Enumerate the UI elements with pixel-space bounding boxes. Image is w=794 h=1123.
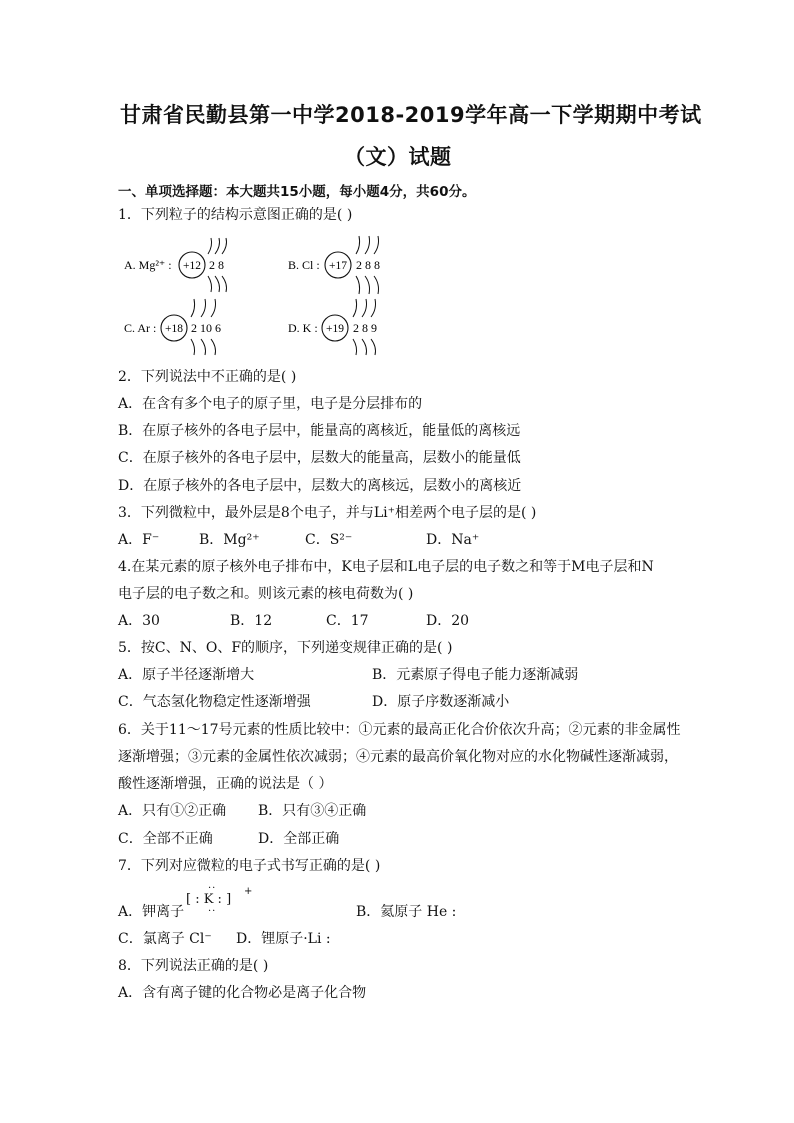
- q5-stem: 5．按C、N、O、F的顺序，下列递变规律正确的是( ): [118, 640, 453, 656]
- q4-option-d: D．20: [426, 613, 470, 629]
- diagram-c-arcs-bottom: [191, 339, 216, 355]
- diagram-b-arcs-top: [356, 236, 379, 254]
- section-heading: 一、单项选择题：本大题共15小题，每小题4分，共60分。: [118, 184, 476, 200]
- diagram-d-label: D. K :: [288, 321, 318, 335]
- q1-diagrams: [110, 232, 430, 357]
- q7-option-b: B．氦原子 He :: [356, 904, 457, 920]
- q4-option-c: C．17: [326, 613, 369, 629]
- diagram-b-arcs-bottom: [356, 276, 379, 294]
- q2-option-b: B．在原子核外的各电子层中，能量高的离核近，能量低的离核远: [118, 423, 521, 439]
- positive-charge: +: [244, 886, 253, 897]
- q6-option-d: D．全部正确: [258, 831, 340, 847]
- q3-option-c: C．S²⁻: [305, 532, 353, 548]
- diagram-a-shells: 2 8: [209, 258, 224, 272]
- diagram-d-nucleus: +19: [326, 323, 344, 335]
- q1-stem: 1．下列粒子的结构示意图正确的是( ): [118, 207, 353, 223]
- diagram-c-nucleus: +18: [165, 323, 183, 335]
- q5-option-b: B．元素原子得电子能力逐渐减弱: [372, 667, 579, 683]
- q6-stem-line-1: 6．关于11～17号元素的性质比较中：①元素的最高正化合价依次升高；②元素的非金属性: [118, 722, 681, 738]
- diagram-d-arcs-bottom: [353, 339, 376, 355]
- diagram-c: [124, 299, 221, 355]
- q6-option-b: B．只有③④正确: [258, 803, 367, 819]
- diagram-b-shells: 2 8 8: [356, 258, 380, 272]
- q8-stem: 8．下列说法正确的是( ): [118, 958, 269, 974]
- diagram-a: [124, 238, 227, 292]
- q4-option-a: A．30: [118, 613, 160, 629]
- q7-option-a-formula: [186, 884, 261, 920]
- diagram-a-arcs-bottom: [208, 276, 227, 292]
- q6-stem-line-3: 酸性逐渐增强，正确的说法是（ ）: [118, 776, 333, 792]
- q4-option-b: B．12: [230, 613, 273, 629]
- q6-option-a: A．只有①②正确: [118, 803, 227, 819]
- diagram-a-arcs-top: [208, 238, 227, 254]
- title-line-2: （文）试题: [344, 145, 452, 169]
- q6-option-c: C．全部不正确: [118, 831, 213, 847]
- q3-option-d: D．Na⁺: [426, 532, 480, 548]
- diagram-d: [288, 299, 377, 355]
- q2-stem: 2．下列说法中不正确的是( ): [118, 369, 297, 385]
- q5-option-a: A．原子半径逐渐增大: [118, 667, 255, 683]
- diagram-c-shells: 2 10 6: [191, 321, 221, 335]
- q6-stem-line-2: 逐渐增强；③元素的金属性依次减弱；④元素的最高价氧化物对应的水化物碱性逐渐减弱，: [118, 749, 678, 765]
- q8-option-a: A．含有离子键的化合物必是离子化合物: [118, 985, 367, 1001]
- q2-option-d: D．在原子核外的各电子层中，层数大的离核远，层数小的离核近: [118, 478, 522, 494]
- diagram-c-label: C. Ar :: [124, 321, 157, 335]
- diagram-b-nucleus: +17: [329, 260, 347, 272]
- q4-stem-line-2: 电子层的电子数之和。则该元素的核电荷数为( ): [118, 586, 414, 602]
- diagram-d-shells: 2 8 9: [353, 321, 377, 335]
- q2-option-a: A．在含有多个电子的原子里，电子是分层排布的: [118, 396, 423, 412]
- q3-option-a: A．F⁻: [118, 532, 160, 548]
- q3-option-b: B．Mg²⁺: [199, 532, 260, 548]
- diagram-d-arcs-top: [353, 299, 376, 317]
- title-line-1: 甘肃省民勤县第一中学2018-2019学年高一下学期期中考试: [120, 103, 702, 127]
- electron-dots-bottom: ··: [208, 906, 217, 917]
- electron-dots-top: ··: [208, 883, 217, 894]
- q7-stem: 7．下列对应微粒的电子式书写正确的是( ): [118, 858, 381, 874]
- q7-option-c: C．氯离子 Cl⁻: [118, 931, 212, 947]
- diagram-a-label: A. Mg²⁺ :: [124, 258, 172, 272]
- diagram-a-nucleus: +12: [183, 260, 201, 272]
- diagram-b: [288, 236, 380, 294]
- diagram-b-label: B. Cl :: [288, 258, 320, 272]
- q2-option-c: C．在原子核外的各电子层中，层数大的能量高，层数小的能量低: [118, 450, 521, 466]
- q5-option-c: C．气态氢化物稳定性逐渐增强: [118, 694, 311, 710]
- q4-stem-line-1: 4.在某元素的原子核外电子排布中，K电子层和L电子层的电子数之和等于M电子层和N: [118, 559, 654, 575]
- diagram-c-arcs-top: [191, 299, 216, 317]
- q5-option-d: D．原子序数逐渐减小: [372, 694, 510, 710]
- potassium-electron-formula: [ : K : ]: [186, 892, 232, 907]
- q7-option-a-label: A．钾离子: [118, 904, 185, 920]
- q7-option-d: D．锂原子·Li :: [236, 931, 331, 947]
- q3-stem: 3．下列微粒中，最外层是8个电子，并与Li⁺相差两个电子层的是( ): [118, 505, 537, 521]
